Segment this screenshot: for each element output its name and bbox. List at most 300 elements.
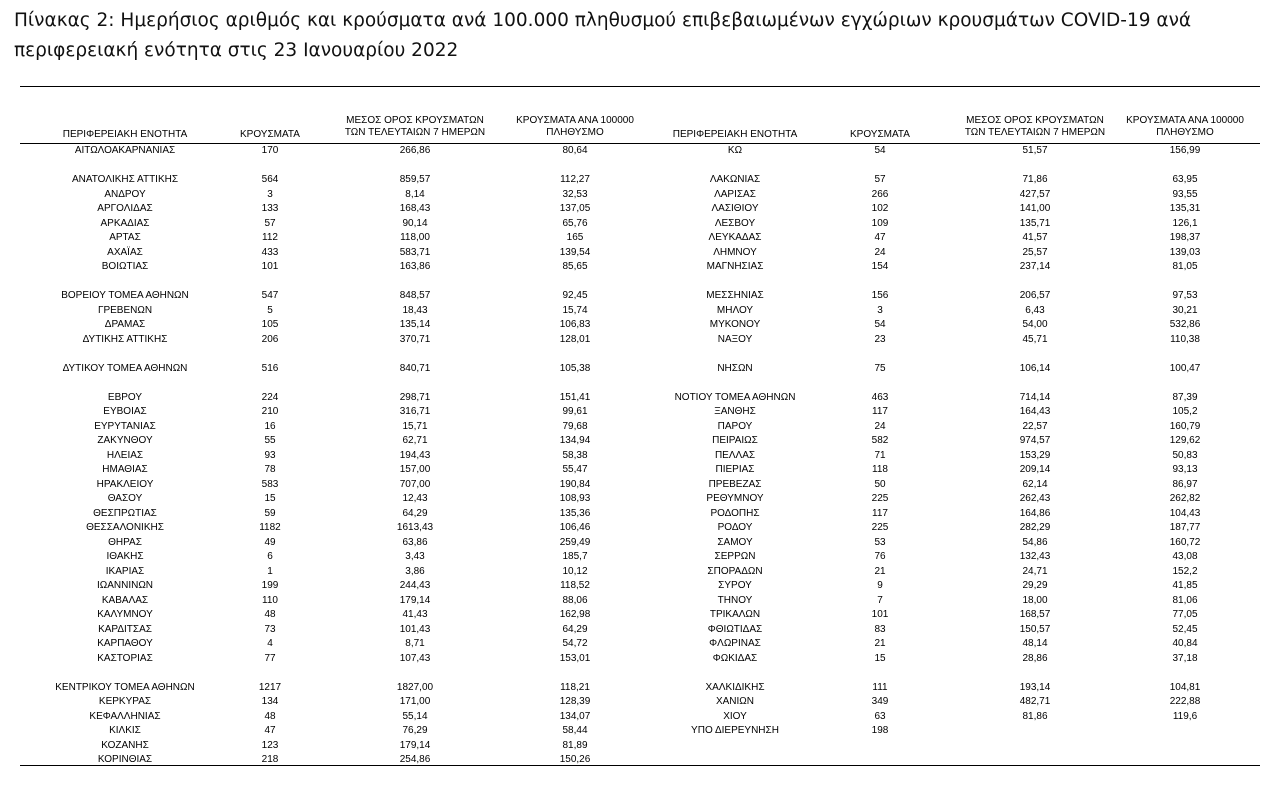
right-row-31-per100k: 81,06 [1172, 594, 1198, 606]
left-row-23-per100k: 190,84 [559, 478, 591, 490]
right-row-22-per100k: 93,13 [1172, 464, 1198, 475]
left-row-29-avg7: 3,86 [405, 565, 425, 577]
left-row-6-avg7: 118,00 [400, 232, 430, 243]
header-rule [20, 143, 1260, 144]
left-row-17-avg7: 298,71 [399, 391, 431, 403]
left-row-20-per100k: 134,94 [559, 435, 591, 446]
left-row-23-avg7: 707,00 [399, 478, 431, 490]
left-row-38-region: ΚΕΡΚΥΡΑΣ [98, 696, 152, 707]
left-row-25-per100k: 135,36 [559, 507, 591, 519]
right-row-26-per100k: 187,77 [1169, 522, 1201, 533]
left-row-0-avg7: 266,86 [399, 145, 431, 156]
right-row-37-cases: 111 [872, 681, 888, 693]
left-row-32-avg7: 41,43 [402, 609, 428, 620]
right-row-4-cases: 102 [871, 203, 889, 214]
left-row-15-avg7: 840,71 [399, 362, 431, 374]
left-row-4-region: ΑΡΓΟΛΙΔΑΣ [97, 203, 153, 214]
left-row-34-region: ΚΑΡΠΑΘΟΥ [97, 638, 153, 649]
right-row-21-cases: 71 [874, 449, 886, 461]
right-row-7-region: ΛΗΜΝΟΥ [713, 246, 757, 258]
right-row-11-cases: 3 [877, 304, 883, 316]
right-row-8-region: ΜΑΓΝΗΣΙΑΣ [706, 261, 764, 272]
left-row-5-avg7: 90,14 [402, 217, 428, 229]
left-row-41-avg7: 179,14 [399, 739, 431, 751]
right-row-15-per100k: 100,47 [1169, 362, 1201, 374]
left-row-42-cases: 218 [261, 754, 279, 765]
right-row-32-region: ΤΡΙΚΑΛΩΝ [709, 609, 761, 620]
left-row-27-per100k: 259,49 [559, 536, 591, 548]
right-row-25-cases: 117 [872, 507, 888, 519]
left-row-38-cases: 134 [261, 696, 279, 707]
left-row-0-region: ΑΙΤΩΛΟΑΚΑΡΝΑΝΙΑΣ [74, 145, 176, 156]
header-per100k-right [1110, 115, 1260, 139]
right-row-3-region: ΛΑΡΙΣΑΣ [714, 188, 756, 200]
left-row-8-region: ΒΟΙΩΤΙΑΣ [101, 261, 149, 272]
header-avg7-left [335, 115, 495, 139]
right-row-7-per100k: 139,03 [1169, 246, 1201, 258]
right-row-19-region: ΠΑΡΟΥ [717, 420, 753, 432]
left-row-33-per100k: 64,29 [562, 623, 588, 635]
right-row-17-per100k: 87,39 [1172, 391, 1198, 403]
table-bottom-rule [20, 765, 1260, 766]
left-row-7-per100k: 139,54 [559, 246, 591, 258]
right-row-11-region: ΜΗΛΟΥ [716, 304, 754, 316]
left-row-39-per100k: 134,07 [559, 710, 591, 722]
right-row-34-cases: 21 [874, 638, 886, 649]
right-row-32-per100k: 77,05 [1172, 609, 1198, 620]
left-row-32-region: ΚΑΛΥΜΝΟΥ [97, 609, 153, 620]
right-row-8-cases: 154 [871, 261, 889, 272]
left-row-11-region: ΓΡΕΒΕΝΩΝ [97, 304, 153, 316]
header-region-right: ΠΕΡΙΦΕΡΕΙΑΚΗ ΕΝΟΤΗΤΑ [672, 129, 798, 140]
left-row-17-cases: 224 [261, 391, 279, 403]
left-row-5-region: ΑΡΚΑΔΙΑΣ [100, 217, 150, 229]
right-row-38-per100k: 222,88 [1169, 696, 1201, 707]
right-row-20-region: ΠΕΙΡΑΙΩΣ [712, 435, 758, 446]
right-row-5-avg7: 135,71 [1019, 217, 1051, 229]
right-row-24-avg7: 262,43 [1019, 493, 1051, 504]
left-row-30-cases: 199 [261, 580, 279, 591]
left-row-12-per100k: 106,83 [559, 319, 591, 330]
right-row-4-region: ΛΑΣΙΘΙΟΥ [711, 203, 759, 214]
right-row-19-per100k: 160,79 [1169, 420, 1201, 432]
left-row-15-region: ΔΥΤΙΚΟΥ ΤΟΜΕΑ ΑΘΗΝΩΝ [62, 362, 188, 374]
left-row-37-avg7: 1827,00 [396, 681, 434, 693]
left-row-32-cases: 48 [264, 609, 276, 620]
left-row-19-region: ΕΥΡΥΤΑΝΙΑΣ [94, 420, 156, 432]
right-row-30-per100k: 41,85 [1172, 580, 1198, 591]
header-avg7-right-line2: ΤΩΝ ΤΕΛΕΥΤΑΙΩΝ 7 ΗΜΕΡΩΝ [964, 127, 1106, 138]
left-row-26-region: ΘΕΣΣΑΛΟΝΙΚΗΣ [86, 522, 164, 533]
right-row-39-avg7: 81,86 [1022, 710, 1048, 722]
right-row-3-cases: 266 [871, 188, 889, 200]
left-row-18-per100k: 99,61 [562, 406, 588, 417]
header-avg7-right [955, 115, 1115, 139]
right-row-19-cases: 24 [874, 420, 886, 432]
left-row-10-region: ΒΟΡΕΙΟΥ ΤΟΜΕΑ ΑΘΗΝΩΝ [61, 290, 189, 301]
right-row-23-region: ΠΡΕΒΕΖΑΣ [708, 478, 762, 490]
left-row-39-region: ΚΕΦΑΛΛΗΝΙΑΣ [89, 710, 161, 722]
left-row-3-region: ΑΝΔΡΟΥ [104, 188, 146, 200]
right-row-5-per100k: 126,1 [1172, 217, 1198, 229]
right-row-23-per100k: 86,97 [1172, 478, 1198, 490]
left-row-35-avg7: 107,43 [399, 652, 431, 664]
left-row-33-region: ΚΑΡΔΙΤΣΑΣ [98, 623, 152, 635]
right-row-2-avg7: 71,86 [1022, 174, 1048, 185]
right-row-23-cases: 50 [874, 478, 886, 490]
right-row-39-cases: 63 [874, 710, 886, 722]
left-row-42-per100k: 150,26 [559, 754, 591, 765]
left-row-19-cases: 16 [264, 420, 276, 432]
header-cases-right: ΚΡΟΥΣΜΑΤΑ [850, 129, 910, 140]
right-row-34-region: ΦΛΩΡΙΝΑΣ [709, 638, 761, 649]
right-row-29-cases: 21 [874, 565, 886, 577]
right-row-12-avg7: 54,00 [1022, 319, 1048, 330]
left-row-25-cases: 59 [264, 507, 276, 519]
left-row-12-region: ΔΡΑΜΑΣ [104, 319, 146, 330]
left-row-6-region: ΑΡΤΑΣ [109, 232, 141, 243]
left-row-42-region: ΚΟΡΙΝΘΙΑΣ [97, 754, 153, 765]
left-row-22-avg7: 157,00 [399, 464, 431, 475]
left-row-30-avg7: 244,43 [399, 580, 431, 591]
left-row-31-per100k: 88,06 [562, 594, 588, 606]
right-row-28-cases: 76 [874, 551, 886, 562]
left-row-13-per100k: 128,01 [559, 333, 591, 345]
right-row-40-cases: 198 [871, 725, 889, 736]
left-row-4-cases: 133 [261, 203, 279, 214]
right-row-39-per100k: 119,6 [1172, 710, 1198, 722]
left-row-2-per100k: 112,27 [560, 174, 590, 185]
header-per100k-right-line2: ΠΛΗΘΥΣΜΟ [1156, 127, 1214, 138]
right-row-3-avg7: 427,57 [1019, 188, 1051, 200]
right-row-32-cases: 101 [871, 609, 889, 620]
left-row-3-cases: 3 [267, 188, 273, 200]
right-row-18-cases: 117 [872, 406, 888, 417]
page-title: Πίνακας 2: Ημερήσιος αριθμός και κρούσματα ανά 100.000 πληθυσμού επιβεβαιωμένων εγχώριων κρουσμάτων COVID-19 ανά περιφερειακή ενότητα στις 23 Ιανουαρίου 2022 [14, 10, 1192, 61]
right-row-0-region: ΚΩ [727, 145, 743, 156]
left-row-5-per100k: 65,76 [562, 217, 588, 229]
left-row-10-cases: 547 [261, 290, 279, 301]
left-row-2-avg7: 859,57 [399, 174, 431, 185]
right-row-31-avg7: 18,00 [1022, 594, 1048, 606]
left-row-27-cases: 49 [264, 536, 276, 548]
right-row-23-avg7: 62,14 [1022, 478, 1048, 490]
right-row-35-per100k: 37,18 [1172, 652, 1198, 664]
right-row-24-per100k: 262,82 [1169, 493, 1201, 504]
right-row-6-cases: 47 [874, 232, 886, 243]
right-row-27-per100k: 160,72 [1169, 536, 1201, 548]
left-row-2-cases: 564 [261, 174, 279, 185]
left-row-15-cases: 516 [261, 362, 279, 374]
right-row-0-cases: 54 [874, 145, 886, 156]
left-row-39-cases: 48 [264, 710, 276, 722]
right-row-27-region: ΣΑΜΟΥ [717, 536, 753, 548]
right-row-10-avg7: 206,57 [1019, 290, 1051, 301]
left-row-37-cases: 1217 [258, 681, 282, 693]
right-row-37-per100k: 104,81 [1169, 681, 1201, 693]
left-row-40-region: ΚΙΛΚΙΣ [109, 725, 141, 736]
right-row-26-avg7: 282,29 [1019, 522, 1051, 533]
right-row-11-per100k: 30,21 [1172, 304, 1198, 316]
right-row-5-cases: 109 [871, 217, 889, 229]
left-row-19-avg7: 15,71 [402, 420, 428, 432]
right-row-17-cases: 463 [871, 391, 889, 403]
left-row-38-per100k: 128,39 [559, 696, 591, 707]
right-row-24-region: ΡΕΘΥΜΝΟΥ [706, 493, 764, 504]
right-row-17-avg7: 714,14 [1019, 391, 1051, 403]
right-row-2-region: ΛΑΚΩΝΙΑΣ [709, 174, 761, 185]
right-row-13-region: ΝΑΞΟΥ [717, 333, 753, 345]
left-row-27-avg7: 63,86 [402, 536, 428, 548]
left-row-4-avg7: 168,43 [399, 203, 431, 214]
right-row-38-cases: 349 [871, 696, 889, 707]
left-row-18-region: ΕΥΒΟΙΑΣ [103, 406, 147, 417]
right-row-35-cases: 15 [874, 652, 886, 664]
header-avg7-right-line1: ΜΕΣΟΣ ΟΡΟΣ ΚΡΟΥΣΜΑΤΩΝ [966, 115, 1104, 126]
left-row-8-per100k: 85,65 [562, 261, 588, 272]
left-row-32-per100k: 162,98 [559, 609, 591, 620]
left-row-20-avg7: 62,71 [402, 435, 428, 446]
header-per100k-left-line1: ΚΡΟΥΣΜΑΤΑ ΑΝΑ 100000 [516, 115, 634, 126]
right-row-28-region: ΣΕΡΡΩΝ [714, 551, 756, 562]
right-row-18-region: ΞΑΝΘΗΣ [714, 406, 756, 417]
left-row-21-cases: 93 [264, 449, 276, 461]
right-row-25-region: ΡΟΔΟΠΗΣ [710, 507, 760, 519]
right-row-18-per100k: 105,2 [1172, 406, 1198, 417]
left-row-26-per100k: 106,46 [559, 522, 591, 533]
header-region-left: ΠΕΡΙΦΕΡΕΙΑΚΗ ΕΝΟΤΗΤΑ [62, 129, 188, 140]
right-row-30-avg7: 29,29 [1022, 580, 1048, 591]
left-row-21-region: ΗΛΕΙΑΣ [106, 449, 144, 461]
right-row-33-region: ΦΘΙΩΤΙΔΑΣ [707, 623, 763, 635]
left-row-13-region: ΔΥΤΙΚΗΣ ΑΤΤΙΚΗΣ [82, 333, 168, 345]
left-row-7-avg7: 583,71 [399, 246, 431, 258]
header-per100k-left-line2: ΠΛΗΘΥΣΜΟ [546, 127, 604, 138]
left-row-28-avg7: 3,43 [405, 551, 425, 562]
left-row-35-region: ΚΑΣΤΟΡΙΑΣ [97, 652, 153, 664]
header-avg7-left-line1: ΜΕΣΟΣ ΟΡΟΣ ΚΡΟΥΣΜΑΤΩΝ [346, 115, 484, 126]
right-row-12-region: ΜΥΚΟΝΟΥ [709, 319, 761, 330]
left-row-25-region: ΘΕΣΠΡΩΤΙΑΣ [93, 507, 157, 519]
right-row-31-region: ΤΗΝΟΥ [717, 594, 753, 606]
right-row-6-avg7: 41,57 [1022, 232, 1048, 243]
right-row-30-region: ΣΥΡΟΥ [718, 580, 752, 591]
left-row-33-cases: 73 [264, 623, 276, 635]
right-row-29-per100k: 152,2 [1172, 565, 1198, 577]
left-row-10-per100k: 92,45 [562, 290, 588, 301]
right-row-2-per100k: 63,95 [1172, 174, 1198, 185]
right-row-29-region: ΣΠΟΡΑΔΩΝ [707, 565, 763, 577]
left-row-15-per100k: 105,38 [559, 362, 591, 374]
left-row-31-region: ΚΑΒΑΛΑΣ [101, 594, 149, 606]
left-row-21-avg7: 194,43 [399, 449, 431, 461]
right-row-17-region: ΝΟΤΙΟΥ ΤΟΜΕΑ ΑΘΗΝΩΝ [674, 391, 796, 403]
right-row-7-cases: 24 [874, 246, 886, 258]
right-row-10-region: ΜΕΣΣΗΝΙΑΣ [706, 290, 764, 301]
right-row-27-avg7: 54,86 [1022, 536, 1048, 548]
left-row-28-region: ΙΘΑΚΗΣ [106, 551, 144, 562]
right-row-29-avg7: 24,71 [1022, 565, 1048, 577]
right-row-5-region: ΛΕΣΒΟΥ [714, 217, 756, 229]
left-row-29-cases: 1 [267, 565, 273, 577]
right-row-21-per100k: 50,83 [1172, 449, 1198, 461]
right-row-33-per100k: 52,45 [1172, 623, 1198, 635]
left-row-34-avg7: 8,71 [405, 638, 425, 649]
right-row-26-cases: 225 [871, 522, 889, 533]
right-row-25-avg7: 164,86 [1019, 507, 1051, 519]
left-row-21-per100k: 58,38 [562, 449, 588, 461]
left-row-41-per100k: 81,89 [562, 739, 588, 751]
right-row-12-per100k: 532,86 [1169, 319, 1201, 330]
left-row-23-region: ΗΡΑΚΛΕΙΟΥ [96, 478, 154, 490]
left-row-23-cases: 583 [261, 478, 279, 490]
left-row-11-avg7: 18,43 [402, 304, 428, 316]
left-row-39-avg7: 55,14 [402, 710, 428, 722]
header-avg7-left-line2: ΤΩΝ ΤΕΛΕΥΤΑΙΩΝ 7 ΗΜΕΡΩΝ [344, 127, 486, 138]
right-row-2-cases: 57 [874, 174, 886, 185]
right-row-11-avg7: 6,43 [1025, 304, 1045, 316]
left-row-41-region: ΚΟΖΑΝΗΣ [101, 739, 149, 751]
header-per100k-left [500, 115, 650, 139]
left-row-4-per100k: 137,05 [559, 203, 591, 214]
left-row-6-cases: 112 [262, 232, 278, 243]
left-row-11-cases: 5 [267, 304, 273, 316]
left-row-24-per100k: 108,93 [559, 493, 591, 504]
table-top-rule [20, 86, 1260, 87]
left-row-35-per100k: 153,01 [559, 652, 591, 664]
right-row-21-avg7: 153,29 [1019, 449, 1051, 461]
left-row-26-avg7: 1613,43 [396, 522, 434, 533]
right-row-27-cases: 53 [874, 536, 886, 548]
left-row-28-cases: 6 [267, 551, 273, 562]
right-row-10-cases: 156 [871, 290, 889, 301]
header-per100k-right-line1: ΚΡΟΥΣΜΑΤΑ ΑΝΑ 100000 [1126, 115, 1244, 126]
right-row-15-cases: 75 [874, 362, 886, 374]
left-row-0-per100k: 80,64 [562, 145, 588, 156]
left-row-24-cases: 15 [264, 493, 276, 504]
left-row-34-per100k: 54,72 [562, 638, 588, 649]
left-row-22-per100k: 55,47 [562, 464, 588, 475]
right-row-6-per100k: 198,37 [1169, 232, 1201, 243]
left-row-7-cases: 433 [261, 246, 279, 258]
right-row-0-avg7: 51,57 [1022, 145, 1048, 156]
right-row-30-cases: 9 [877, 580, 883, 591]
right-row-28-per100k: 43,08 [1172, 551, 1198, 562]
left-row-37-region: ΚΕΝΤΡΙΚΟΥ ΤΟΜΕΑ ΑΘΗΝΩΝ [55, 681, 195, 693]
right-row-21-region: ΠΕΛΛΑΣ [714, 449, 756, 461]
right-row-39-region: ΧΙΟΥ [723, 710, 747, 722]
left-row-40-avg7: 76,29 [402, 725, 428, 736]
right-row-34-avg7: 48,14 [1022, 638, 1048, 649]
left-row-38-avg7: 171,00 [399, 696, 431, 707]
left-row-29-per100k: 10,12 [562, 565, 588, 577]
right-row-6-region: ΛΕΥΚΑΔΑΣ [708, 232, 762, 243]
right-row-4-avg7: 141,00 [1019, 203, 1051, 214]
left-row-22-cases: 78 [264, 464, 276, 475]
right-row-34-per100k: 40,84 [1172, 638, 1198, 649]
right-row-20-per100k: 129,62 [1169, 435, 1201, 446]
right-row-22-avg7: 209,14 [1019, 464, 1051, 475]
left-row-8-avg7: 163,86 [399, 261, 431, 272]
left-row-24-avg7: 12,43 [402, 493, 428, 504]
left-row-12-cases: 105 [261, 319, 279, 330]
left-row-30-per100k: 118,52 [560, 580, 590, 591]
left-row-20-cases: 55 [264, 435, 276, 446]
left-row-3-avg7: 8,14 [405, 188, 425, 200]
right-row-20-avg7: 974,57 [1019, 435, 1051, 446]
right-row-31-cases: 7 [877, 594, 883, 606]
right-row-15-region: ΝΗΣΩΝ [717, 362, 753, 374]
left-row-17-region: ΕΒΡΟΥ [107, 391, 143, 403]
left-row-40-per100k: 58,44 [562, 725, 588, 736]
right-row-8-per100k: 81,05 [1172, 261, 1198, 272]
left-row-41-cases: 123 [261, 739, 279, 751]
right-row-18-avg7: 164,43 [1019, 406, 1051, 417]
right-row-38-region: ΧΑΝΙΩΝ [715, 696, 755, 707]
left-row-25-avg7: 64,29 [402, 507, 428, 519]
left-row-33-avg7: 101,43 [399, 623, 431, 635]
left-row-7-region: ΑΧΑΪΑΣ [107, 246, 143, 258]
right-row-13-per100k: 110,38 [1170, 333, 1200, 345]
left-row-20-region: ΖΑΚΥΝΘΟΥ [97, 435, 153, 446]
right-row-38-avg7: 482,71 [1019, 696, 1051, 707]
left-row-18-cases: 210 [261, 406, 279, 417]
left-row-0-cases: 170 [261, 145, 279, 156]
right-row-3-per100k: 93,55 [1172, 188, 1198, 200]
left-row-6-per100k: 165 [566, 232, 584, 243]
right-row-35-region: ΦΩΚΙΔΑΣ [712, 652, 758, 664]
left-row-30-region: ΙΩΑΝΝΙΝΩΝ [96, 580, 154, 591]
left-row-34-cases: 4 [267, 638, 273, 649]
left-row-3-per100k: 32,53 [562, 188, 588, 200]
left-row-11-per100k: 15,74 [562, 304, 588, 316]
header-cases-left: ΚΡΟΥΣΜΑΤΑ [240, 129, 300, 140]
left-row-12-avg7: 135,14 [399, 319, 431, 330]
left-row-40-cases: 47 [264, 725, 276, 736]
left-row-2-region: ΑΝΑΤΟΛΙΚΗΣ ΑΤΤΙΚΗΣ [71, 174, 179, 185]
left-row-22-region: ΗΜΑΘΙΑΣ [102, 464, 148, 475]
right-row-13-avg7: 45,71 [1022, 333, 1048, 345]
left-row-24-region: ΘΑΣΟΥ [107, 493, 143, 504]
right-row-8-avg7: 237,14 [1019, 261, 1051, 272]
right-row-19-avg7: 22,57 [1022, 420, 1048, 432]
left-row-18-avg7: 316,71 [399, 406, 431, 417]
right-row-33-cases: 83 [874, 623, 886, 635]
left-row-27-region: ΘΗΡΑΣ [108, 536, 142, 548]
right-row-33-avg7: 150,57 [1019, 623, 1051, 635]
right-row-7-avg7: 25,57 [1022, 246, 1048, 258]
right-row-12-cases: 54 [874, 319, 886, 330]
left-row-42-avg7: 254,86 [399, 754, 431, 765]
left-row-10-avg7: 848,57 [399, 290, 431, 301]
left-row-19-per100k: 79,68 [562, 420, 588, 432]
right-row-13-cases: 23 [874, 333, 886, 345]
left-row-31-cases: 110 [262, 594, 278, 606]
left-row-29-region: ΙΚΑΡΙΑΣ [105, 565, 145, 577]
left-row-17-per100k: 151,41 [559, 391, 591, 403]
right-row-26-region: ΡΟΔΟΥ [717, 522, 753, 533]
right-row-25-per100k: 104,43 [1169, 507, 1201, 519]
left-row-35-cases: 77 [264, 652, 276, 664]
right-row-35-avg7: 28,86 [1022, 652, 1048, 664]
right-row-37-avg7: 193,14 [1019, 681, 1051, 693]
left-row-13-avg7: 370,71 [399, 333, 431, 345]
left-row-5-cases: 57 [264, 217, 276, 229]
right-row-0-per100k: 156,99 [1169, 145, 1201, 156]
right-row-32-avg7: 168,57 [1019, 609, 1051, 620]
right-row-40-region: ΥΠΟ ΔΙΕΡΕΥΝΗΣΗ [691, 725, 779, 736]
right-row-22-cases: 118 [872, 464, 888, 475]
